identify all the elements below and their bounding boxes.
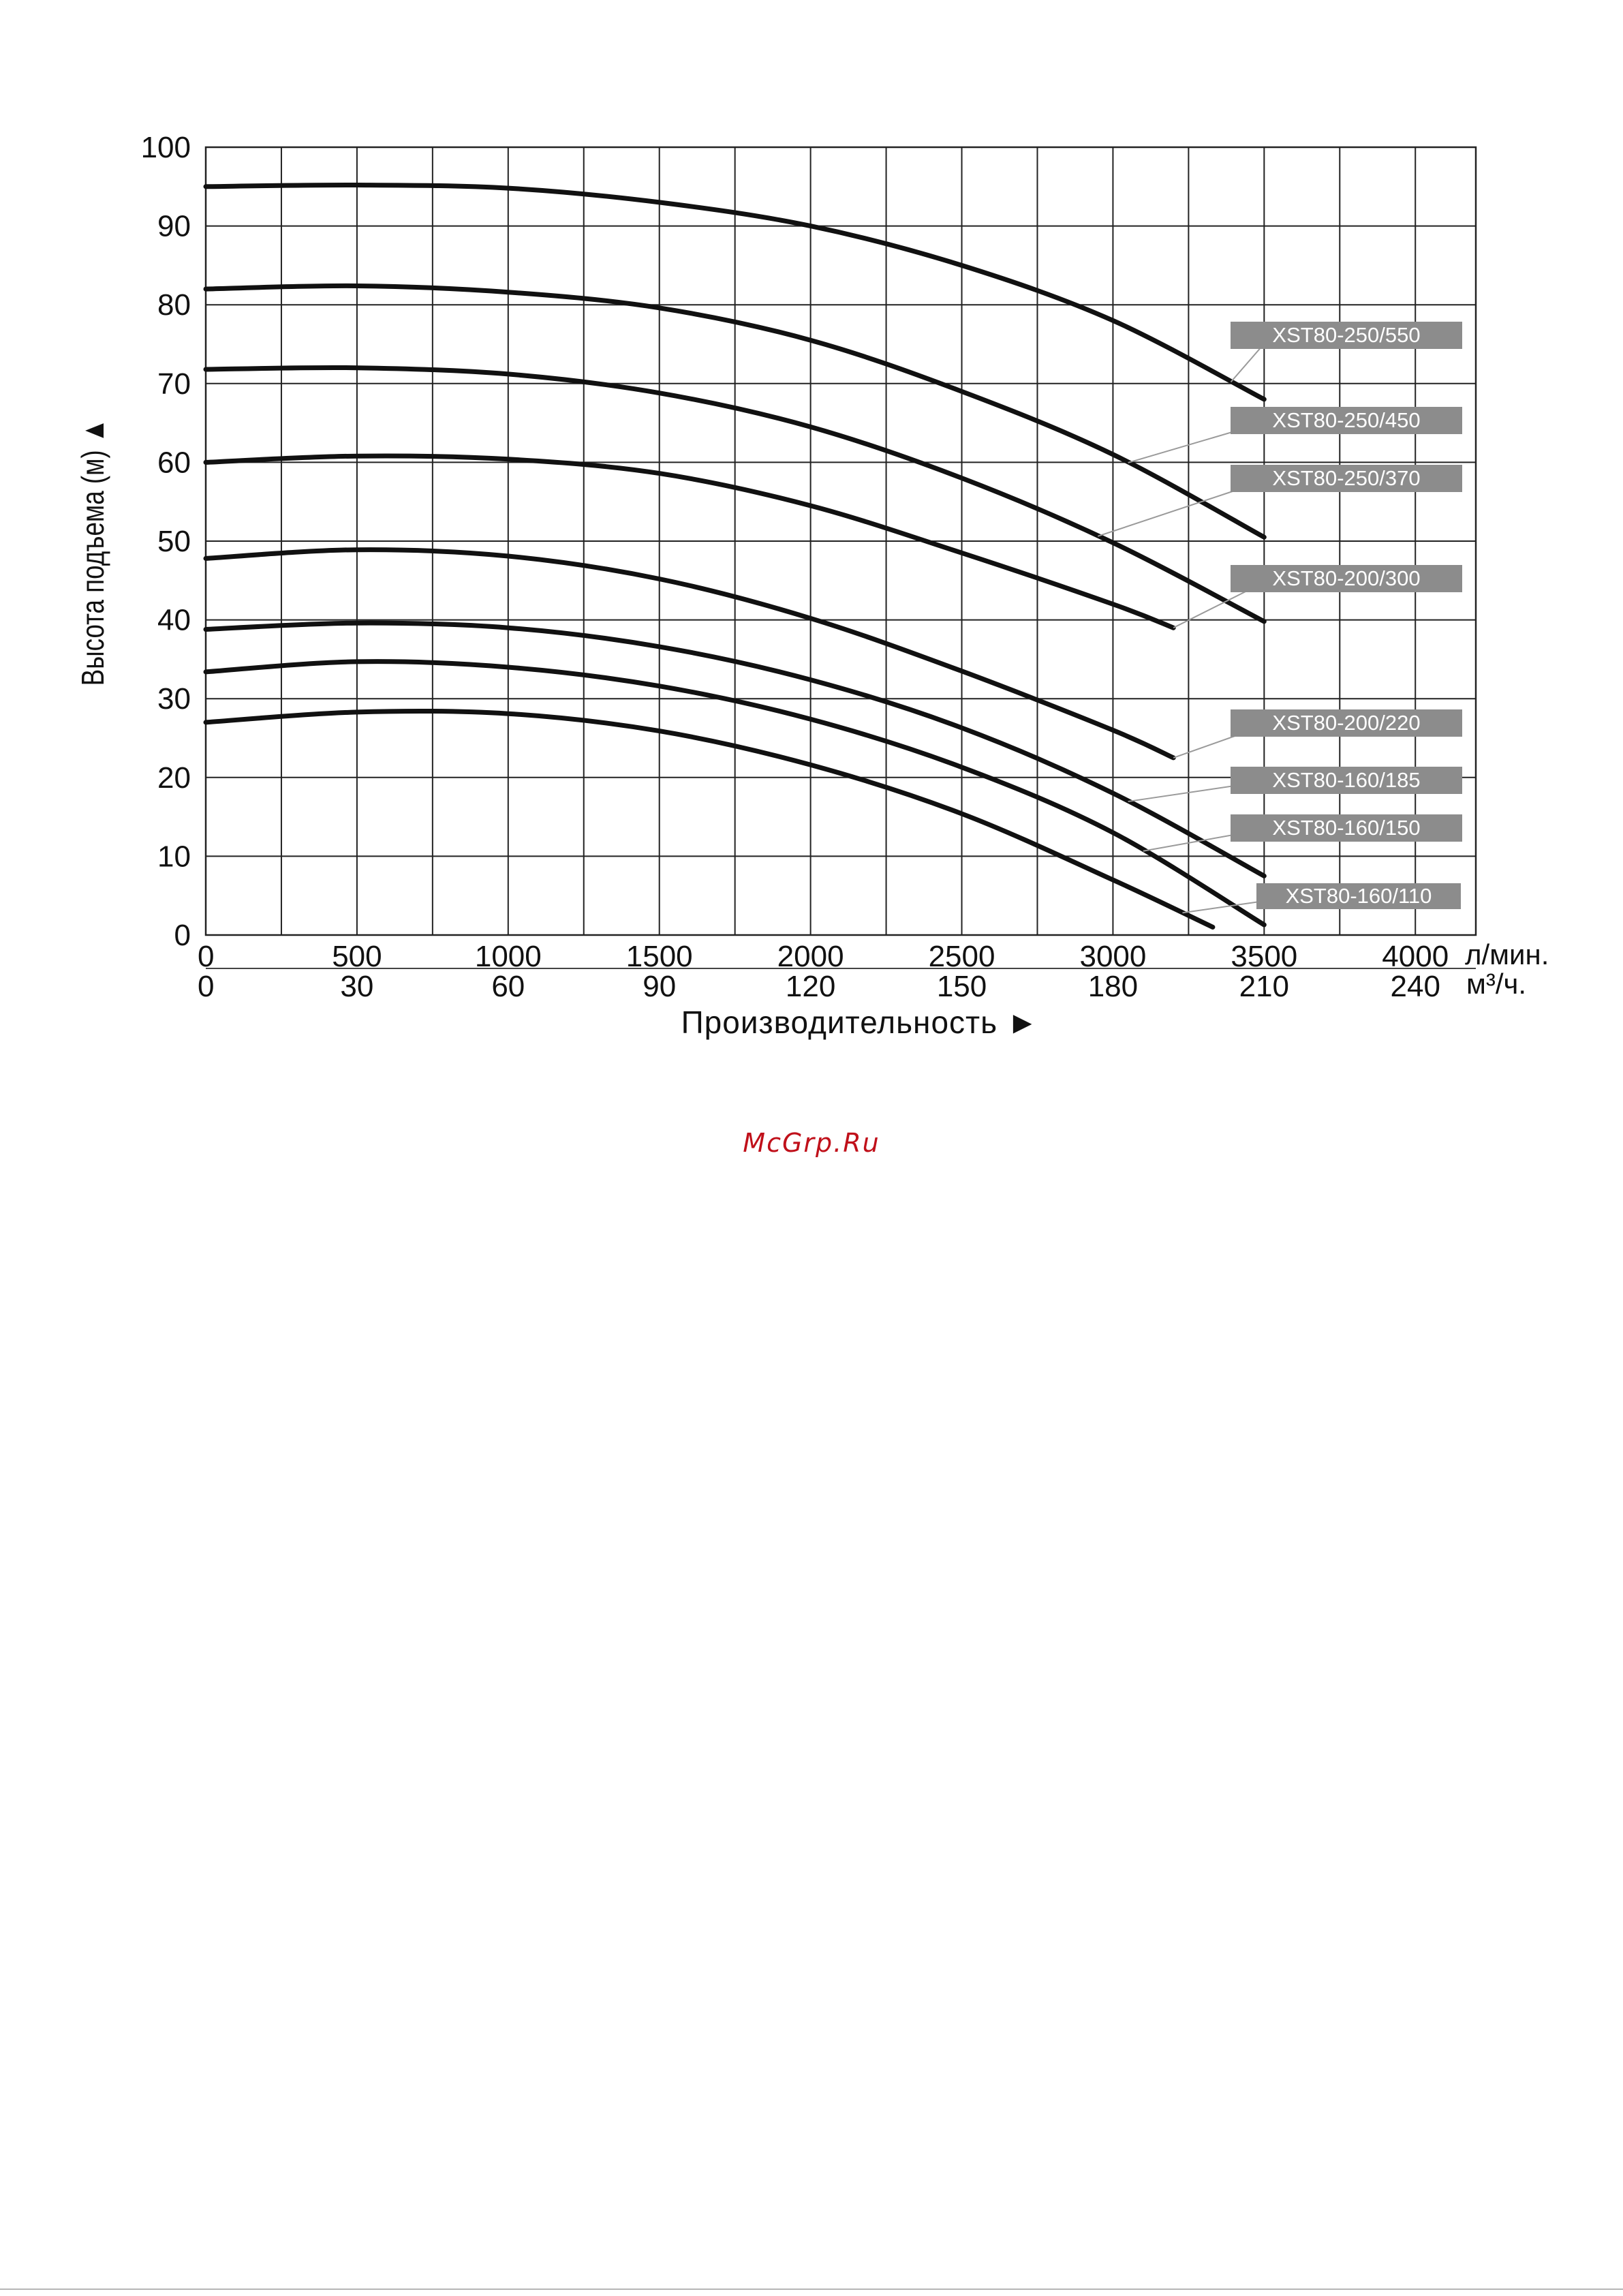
x-tick-label-secondary: 60	[491, 970, 525, 1003]
series-label: XST80-250/550	[1272, 323, 1421, 347]
page-bottom-rule	[0, 2289, 1623, 2290]
y-tick-label: 80	[157, 288, 191, 322]
watermark: McGrp.Ru	[743, 1128, 880, 1158]
x-unit-secondary: м³/ч.	[1466, 968, 1527, 1000]
y-tick-label: 100	[140, 131, 191, 164]
x-tick-label-secondary: 90	[643, 970, 677, 1003]
y-tick-label: 50	[157, 525, 191, 558]
series-line-xst80-200-300	[206, 456, 1173, 628]
x-unit-primary: л/мин.	[1465, 938, 1549, 970]
x-tick-label-secondary: 120	[785, 970, 836, 1003]
y-tick-label: 0	[174, 919, 191, 952]
x-tick-label-primary: 4000	[1382, 940, 1449, 973]
x-tick-label-secondary: 0	[198, 970, 215, 1003]
series-label: XST80-200/300	[1272, 566, 1421, 590]
x-tick-label-primary: 3000	[1079, 940, 1147, 973]
x-tick-label-secondary: 240	[1390, 970, 1440, 1003]
series-label: XST80-160/110	[1285, 884, 1432, 908]
series-label: XST80-250/450	[1272, 408, 1421, 432]
y-tick-label: 30	[157, 682, 191, 716]
y-tick-label: 90	[157, 209, 191, 243]
x-tick-label-primary: 0	[198, 940, 215, 973]
y-tick-label: 40	[157, 603, 191, 637]
x-tick-label-primary: 2500	[928, 940, 995, 973]
x-tick-label-primary: 3500	[1231, 940, 1298, 973]
x-tick-label-primary: 500	[332, 940, 382, 973]
y-axis-title: Высота подъема (м) ▲	[75, 418, 110, 686]
x-tick-label-secondary: 180	[1087, 970, 1139, 1003]
series-label: XST80-160/185	[1272, 768, 1421, 792]
series-label: XST80-200/220	[1272, 711, 1421, 735]
x-tick-label-secondary: 150	[936, 970, 987, 1003]
series-label: XST80-160/150	[1272, 816, 1421, 840]
series-labels	[1231, 322, 1462, 909]
y-tick-label: 20	[157, 761, 191, 795]
x-axis-title: Производительность ►	[681, 1005, 1039, 1040]
x-tick-label-secondary: 30	[340, 970, 374, 1003]
series-label: XST80-250/370	[1272, 466, 1421, 490]
x-tick-label-secondary: 210	[1239, 970, 1290, 1003]
y-tick-label: 60	[157, 446, 191, 480]
x-tick-label-primary: 1500	[625, 940, 693, 973]
x-tick-label-primary: 2000	[777, 940, 844, 973]
x-tick-label-primary: 1000	[474, 940, 542, 973]
y-tick-label: 70	[157, 367, 191, 401]
y-tick-label: 10	[157, 840, 191, 874]
